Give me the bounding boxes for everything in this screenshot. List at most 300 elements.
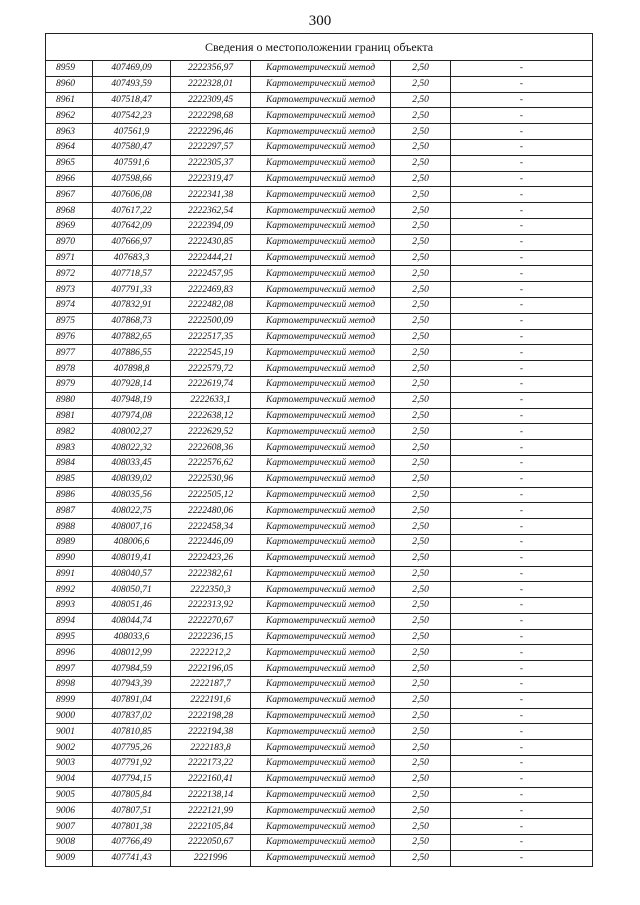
accuracy-cell: 2,50 (391, 313, 451, 329)
table-row (46, 297, 593, 313)
y-coordinate-cell: 2222382,61 (171, 566, 251, 582)
accuracy-cell: 2,50 (391, 187, 451, 203)
x-coordinate-cell: 407791,92 (93, 756, 171, 772)
x-coordinate-cell: 408007,16 (93, 519, 171, 535)
description-cell: - (451, 282, 593, 298)
y-coordinate-cell: 2222297,57 (171, 139, 251, 155)
point-number-cell: 8973 (46, 282, 93, 298)
point-number-cell: 8997 (46, 661, 93, 677)
point-number-cell: 9003 (46, 756, 93, 772)
description-cell: - (451, 234, 593, 250)
method-cell: Картометрический метод (251, 345, 391, 361)
description-cell: - (451, 76, 593, 92)
accuracy-cell: 2,50 (391, 203, 451, 219)
x-coordinate-cell: 407718,57 (93, 266, 171, 282)
accuracy-cell: 2,50 (391, 266, 451, 282)
description-cell: - (451, 392, 593, 408)
y-coordinate-cell: 2222444,21 (171, 250, 251, 266)
y-coordinate-cell: 2222173,22 (171, 756, 251, 772)
accuracy-cell: 2,50 (391, 850, 451, 866)
description-cell: - (451, 408, 593, 424)
point-number-cell: 8963 (46, 124, 93, 140)
accuracy-cell: 2,50 (391, 155, 451, 171)
method-cell: Картометрический метод (251, 108, 391, 124)
description-cell: - (451, 550, 593, 566)
accuracy-cell: 2,50 (391, 582, 451, 598)
table-row (46, 503, 593, 519)
x-coordinate-cell: 407886,55 (93, 345, 171, 361)
description-cell: - (451, 661, 593, 677)
description-cell: - (451, 124, 593, 140)
table-row (46, 313, 593, 329)
y-coordinate-cell: 2222309,45 (171, 92, 251, 108)
y-coordinate-cell: 2222430,85 (171, 234, 251, 250)
method-cell: Картометрический метод (251, 677, 391, 693)
x-coordinate-cell: 407807,51 (93, 803, 171, 819)
point-number-cell: 9001 (46, 724, 93, 740)
point-number-cell: 8960 (46, 76, 93, 92)
y-coordinate-cell: 2222296,46 (171, 124, 251, 140)
method-cell: Картометрический метод (251, 187, 391, 203)
description-cell: - (451, 345, 593, 361)
point-number-cell: 8971 (46, 250, 93, 266)
table-row (46, 203, 593, 219)
method-cell: Картометрический метод (251, 266, 391, 282)
point-number-cell: 9000 (46, 708, 93, 724)
accuracy-cell: 2,50 (391, 76, 451, 92)
table-row (46, 819, 593, 835)
table-row (46, 598, 593, 614)
method-cell: Картометрический метод (251, 519, 391, 535)
method-cell: Картометрический метод (251, 819, 391, 835)
point-number-cell: 8995 (46, 629, 93, 645)
method-cell: Картометрический метод (251, 756, 391, 772)
y-coordinate-cell: 2222138,14 (171, 787, 251, 803)
method-cell: Картометрический метод (251, 566, 391, 582)
table-row (46, 677, 593, 693)
description-cell: - (451, 487, 593, 503)
point-number-cell: 8994 (46, 613, 93, 629)
method-cell: Картометрический метод (251, 408, 391, 424)
x-coordinate-cell: 407683,3 (93, 250, 171, 266)
point-number-cell: 8998 (46, 677, 93, 693)
page-number: 300 (308, 13, 332, 29)
x-coordinate-cell: 407791,33 (93, 282, 171, 298)
table-row (46, 440, 593, 456)
x-coordinate-cell: 407943,39 (93, 677, 171, 693)
accuracy-cell: 2,50 (391, 519, 451, 535)
y-coordinate-cell: 2222480,06 (171, 503, 251, 519)
accuracy-cell: 2,50 (391, 234, 451, 250)
y-coordinate-cell: 2222313,92 (171, 598, 251, 614)
x-coordinate-cell: 408033,45 (93, 455, 171, 471)
method-cell: Картометрический метод (251, 550, 391, 566)
y-coordinate-cell: 2222446,09 (171, 534, 251, 550)
method-cell: Картометрический метод (251, 582, 391, 598)
x-coordinate-cell: 407493,59 (93, 76, 171, 92)
table-row (46, 187, 593, 203)
point-number-cell: 8969 (46, 218, 93, 234)
accuracy-cell: 2,50 (391, 566, 451, 582)
point-number-cell: 8984 (46, 455, 93, 471)
accuracy-cell: 2,50 (391, 613, 451, 629)
point-number-cell: 8977 (46, 345, 93, 361)
point-number-cell: 8959 (46, 61, 93, 77)
method-cell: Картометрический метод (251, 313, 391, 329)
y-coordinate-cell: 2222350,3 (171, 582, 251, 598)
y-coordinate-cell: 2222356,97 (171, 61, 251, 77)
description-cell: - (451, 803, 593, 819)
table-row (46, 108, 593, 124)
point-number-cell: 9005 (46, 787, 93, 803)
x-coordinate-cell: 408012,99 (93, 645, 171, 661)
method-cell: Картометрический метод (251, 171, 391, 187)
description-cell: - (451, 756, 593, 772)
table-title: Сведения о местоположении границ объекта (46, 34, 593, 61)
accuracy-cell: 2,50 (391, 740, 451, 756)
x-coordinate-cell: 407795,26 (93, 740, 171, 756)
accuracy-cell: 2,50 (391, 282, 451, 298)
y-coordinate-cell: 2222305,37 (171, 155, 251, 171)
table-row (46, 487, 593, 503)
description-cell: - (451, 534, 593, 550)
x-coordinate-cell: 407561,9 (93, 124, 171, 140)
y-coordinate-cell: 2222619,74 (171, 376, 251, 392)
description-cell: - (451, 835, 593, 851)
point-number-cell: 8986 (46, 487, 93, 503)
x-coordinate-cell: 407580,47 (93, 139, 171, 155)
table-row (46, 218, 593, 234)
accuracy-cell: 2,50 (391, 771, 451, 787)
y-coordinate-cell: 2222608,36 (171, 440, 251, 456)
point-number-cell: 8990 (46, 550, 93, 566)
x-coordinate-cell: 407542,23 (93, 108, 171, 124)
method-cell: Картометрический метод (251, 361, 391, 377)
y-coordinate-cell: 2222517,35 (171, 329, 251, 345)
method-cell: Картометрический метод (251, 487, 391, 503)
description-cell: - (451, 708, 593, 724)
accuracy-cell: 2,50 (391, 424, 451, 440)
point-number-cell: 8989 (46, 534, 93, 550)
table-row (46, 645, 593, 661)
method-cell: Картометрический метод (251, 282, 391, 298)
table-row (46, 629, 593, 645)
x-coordinate-cell: 407598,66 (93, 171, 171, 187)
method-cell: Картометрический метод (251, 787, 391, 803)
point-number-cell: 9008 (46, 835, 93, 851)
y-coordinate-cell: 2222458,34 (171, 519, 251, 535)
method-cell: Картометрический метод (251, 250, 391, 266)
table-row (46, 376, 593, 392)
y-coordinate-cell: 2222270,67 (171, 613, 251, 629)
y-coordinate-cell: 2222545,19 (171, 345, 251, 361)
point-number-cell: 8970 (46, 234, 93, 250)
y-coordinate-cell: 2222500,09 (171, 313, 251, 329)
point-number-cell: 8976 (46, 329, 93, 345)
y-coordinate-cell: 2222105,84 (171, 819, 251, 835)
x-coordinate-cell: 407984,59 (93, 661, 171, 677)
point-number-cell: 9006 (46, 803, 93, 819)
table-row (46, 550, 593, 566)
y-coordinate-cell: 2222629,52 (171, 424, 251, 440)
point-number-cell: 8978 (46, 361, 93, 377)
table-row (46, 250, 593, 266)
y-coordinate-cell: 2222579,72 (171, 361, 251, 377)
method-cell: Картометрический метод (251, 724, 391, 740)
table-row (46, 740, 593, 756)
accuracy-cell: 2,50 (391, 408, 451, 424)
y-coordinate-cell: 2222319,47 (171, 171, 251, 187)
table-row (46, 661, 593, 677)
y-coordinate-cell: 2222633,1 (171, 392, 251, 408)
description-cell: - (451, 361, 593, 377)
point-number-cell: 8972 (46, 266, 93, 282)
accuracy-cell: 2,50 (391, 692, 451, 708)
method-cell: Картометрический метод (251, 503, 391, 519)
description-cell: - (451, 203, 593, 219)
x-coordinate-cell: 407805,84 (93, 787, 171, 803)
x-coordinate-cell: 407928,14 (93, 376, 171, 392)
y-coordinate-cell: 2222362,54 (171, 203, 251, 219)
method-cell: Картометрический метод (251, 471, 391, 487)
x-coordinate-cell: 408022,75 (93, 503, 171, 519)
description-cell: - (451, 329, 593, 345)
description-cell: - (451, 108, 593, 124)
x-coordinate-cell: 407810,85 (93, 724, 171, 740)
x-coordinate-cell: 407518,47 (93, 92, 171, 108)
accuracy-cell: 2,50 (391, 455, 451, 471)
method-cell: Картометрический метод (251, 203, 391, 219)
point-number-cell: 8967 (46, 187, 93, 203)
accuracy-cell: 2,50 (391, 92, 451, 108)
point-number-cell: 8981 (46, 408, 93, 424)
point-number-cell: 8982 (46, 424, 93, 440)
table-row (46, 756, 593, 772)
table-row (46, 803, 593, 819)
y-coordinate-cell: 2222423,26 (171, 550, 251, 566)
description-cell: - (451, 187, 593, 203)
method-cell: Картометрический метод (251, 598, 391, 614)
description-cell: - (451, 629, 593, 645)
boundary-coordinates-table (45, 33, 593, 867)
table-row (46, 92, 593, 108)
method-cell: Картометрический метод (251, 708, 391, 724)
x-coordinate-cell: 408019,41 (93, 550, 171, 566)
x-coordinate-cell: 407617,22 (93, 203, 171, 219)
x-coordinate-cell: 407974,08 (93, 408, 171, 424)
table-row (46, 613, 593, 629)
method-cell: Картометрический метод (251, 61, 391, 77)
method-cell: Картометрический метод (251, 692, 391, 708)
description-cell: - (451, 171, 593, 187)
x-coordinate-cell: 407832,91 (93, 297, 171, 313)
table-row (46, 471, 593, 487)
accuracy-cell: 2,50 (391, 629, 451, 645)
x-coordinate-cell: 407898,8 (93, 361, 171, 377)
method-cell: Картометрический метод (251, 218, 391, 234)
description-cell: - (451, 771, 593, 787)
y-coordinate-cell: 2222638,12 (171, 408, 251, 424)
method-cell: Картометрический метод (251, 740, 391, 756)
accuracy-cell: 2,50 (391, 534, 451, 550)
x-coordinate-cell: 408051,46 (93, 598, 171, 614)
method-cell: Картометрический метод (251, 661, 391, 677)
description-cell: - (451, 440, 593, 456)
table-row (46, 519, 593, 535)
x-coordinate-cell: 408035,56 (93, 487, 171, 503)
description-cell: - (451, 61, 593, 77)
point-number-cell: 8980 (46, 392, 93, 408)
method-cell: Картометрический метод (251, 297, 391, 313)
description-cell: - (451, 297, 593, 313)
accuracy-cell: 2,50 (391, 250, 451, 266)
accuracy-cell: 2,50 (391, 724, 451, 740)
y-coordinate-cell: 2222183,8 (171, 740, 251, 756)
point-number-cell: 8999 (46, 692, 93, 708)
x-coordinate-cell: 408033,6 (93, 629, 171, 645)
table-row (46, 708, 593, 724)
x-coordinate-cell: 407606,08 (93, 187, 171, 203)
x-coordinate-cell: 408050,71 (93, 582, 171, 598)
y-coordinate-cell: 2222191,6 (171, 692, 251, 708)
accuracy-cell: 2,50 (391, 218, 451, 234)
table-row (46, 534, 593, 550)
x-coordinate-cell: 407642,09 (93, 218, 171, 234)
y-coordinate-cell: 2222194,38 (171, 724, 251, 740)
method-cell: Картометрический метод (251, 455, 391, 471)
y-coordinate-cell: 2222121,99 (171, 803, 251, 819)
accuracy-cell: 2,50 (391, 550, 451, 566)
method-cell: Картометрический метод (251, 771, 391, 787)
description-cell: - (451, 850, 593, 866)
y-coordinate-cell: 2222298,68 (171, 108, 251, 124)
accuracy-cell: 2,50 (391, 661, 451, 677)
description-cell: - (451, 471, 593, 487)
method-cell: Картометрический метод (251, 76, 391, 92)
description-cell: - (451, 724, 593, 740)
description-cell: - (451, 250, 593, 266)
y-coordinate-cell: 2222187,7 (171, 677, 251, 693)
description-cell: - (451, 692, 593, 708)
table-row (46, 345, 593, 361)
y-coordinate-cell: 2222469,83 (171, 282, 251, 298)
table-row (46, 61, 593, 77)
table-row (46, 124, 593, 140)
point-number-cell: 8975 (46, 313, 93, 329)
accuracy-cell: 2,50 (391, 392, 451, 408)
method-cell: Картометрический метод (251, 139, 391, 155)
y-coordinate-cell: 2222160,41 (171, 771, 251, 787)
description-cell: - (451, 566, 593, 582)
y-coordinate-cell: 2222328,01 (171, 76, 251, 92)
description-cell: - (451, 455, 593, 471)
method-cell: Картометрический метод (251, 613, 391, 629)
x-coordinate-cell: 408040,57 (93, 566, 171, 582)
table-row (46, 455, 593, 471)
accuracy-cell: 2,50 (391, 61, 451, 77)
y-coordinate-cell: 2221996 (171, 850, 251, 866)
method-cell: Картометрический метод (251, 645, 391, 661)
table-row (46, 139, 593, 155)
accuracy-cell: 2,50 (391, 677, 451, 693)
accuracy-cell: 2,50 (391, 471, 451, 487)
description-cell: - (451, 582, 593, 598)
table-row (46, 692, 593, 708)
table-row (46, 76, 593, 92)
accuracy-cell: 2,50 (391, 645, 451, 661)
point-number-cell: 8988 (46, 519, 93, 535)
point-number-cell: 8966 (46, 171, 93, 187)
accuracy-cell: 2,50 (391, 787, 451, 803)
point-number-cell: 8991 (46, 566, 93, 582)
accuracy-cell: 2,50 (391, 297, 451, 313)
x-coordinate-cell: 407948,19 (93, 392, 171, 408)
point-number-cell: 8987 (46, 503, 93, 519)
accuracy-cell: 2,50 (391, 376, 451, 392)
point-number-cell: 9004 (46, 771, 93, 787)
x-coordinate-cell: 407666,97 (93, 234, 171, 250)
point-number-cell: 9007 (46, 819, 93, 835)
point-number-cell: 8965 (46, 155, 93, 171)
method-cell: Картометрический метод (251, 835, 391, 851)
accuracy-cell: 2,50 (391, 124, 451, 140)
table-row (46, 408, 593, 424)
point-number-cell: 8974 (46, 297, 93, 313)
description-cell: - (451, 266, 593, 282)
description-cell: - (451, 787, 593, 803)
x-coordinate-cell: 407801,38 (93, 819, 171, 835)
point-number-cell: 8962 (46, 108, 93, 124)
method-cell: Картометрический метод (251, 424, 391, 440)
point-number-cell: 8993 (46, 598, 93, 614)
method-cell: Картометрический метод (251, 329, 391, 345)
table-row (46, 582, 593, 598)
point-number-cell: 9009 (46, 850, 93, 866)
accuracy-cell: 2,50 (391, 835, 451, 851)
table-row (46, 329, 593, 345)
y-coordinate-cell: 2222576,62 (171, 455, 251, 471)
accuracy-cell: 2,50 (391, 329, 451, 345)
y-coordinate-cell: 2222530,96 (171, 471, 251, 487)
accuracy-cell: 2,50 (391, 487, 451, 503)
accuracy-cell: 2,50 (391, 819, 451, 835)
x-coordinate-cell: 407469,09 (93, 61, 171, 77)
point-number-cell: 8996 (46, 645, 93, 661)
table-row (46, 392, 593, 408)
x-coordinate-cell: 407741,43 (93, 850, 171, 866)
point-number-cell: 8964 (46, 139, 93, 155)
table-row (46, 724, 593, 740)
x-coordinate-cell: 407766,49 (93, 835, 171, 851)
method-cell: Картометрический метод (251, 850, 391, 866)
accuracy-cell: 2,50 (391, 803, 451, 819)
point-number-cell: 8979 (46, 376, 93, 392)
method-cell: Картометрический метод (251, 629, 391, 645)
description-cell: - (451, 677, 593, 693)
description-cell: - (451, 155, 593, 171)
method-cell: Картометрический метод (251, 803, 391, 819)
description-cell: - (451, 92, 593, 108)
table-row (46, 771, 593, 787)
x-coordinate-cell: 408044,74 (93, 613, 171, 629)
point-number-cell: 8968 (46, 203, 93, 219)
y-coordinate-cell: 2222050,67 (171, 835, 251, 851)
method-cell: Картометрический метод (251, 124, 391, 140)
point-number-cell: 8983 (46, 440, 93, 456)
method-cell: Картометрический метод (251, 376, 391, 392)
y-coordinate-cell: 2222394,09 (171, 218, 251, 234)
y-coordinate-cell: 2222212,2 (171, 645, 251, 661)
